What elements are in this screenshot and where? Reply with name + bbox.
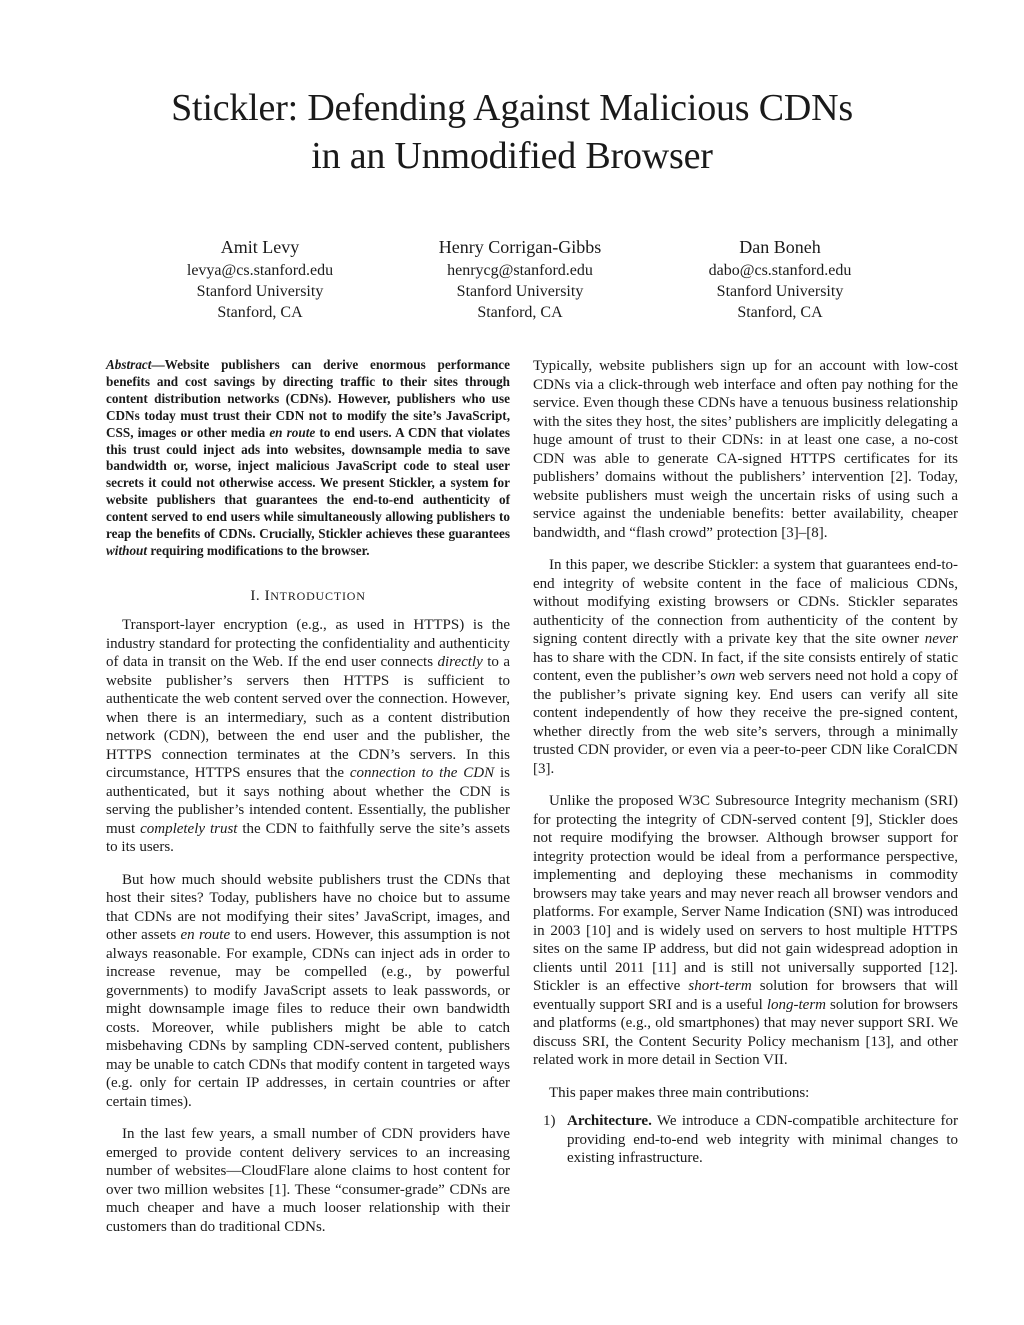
abstract-text: Website publishers can derive enormous performance benefits and cost savings by directing traffic to their sites through content distribution networks (CDNs). However, publishers who use CDNs today must trust their CDN not to modify the site’s JavaScript, CSS, images or other media (106, 357, 510, 440)
paragraph-text: has to share with the CDN. In fact, if the site consists entirely of static content, even the publisher’s (533, 649, 958, 684)
paragraph: In the last few years, a small number of CDN providers have emerged to provide content delivery services to an increasing number of websites—CloudFlare alone claims to host content for over two million websites [1]. These “consumer-grade” CDNs are much cheaper and have a much looser relationship with their customers than do traditional CDNs. (106, 1126, 510, 1235)
paragraph: Typically, website publishers sign up for an account with low-cost CDNs via a click-through web interface and often pay nothing for the service. Even though these CDNs have a tenuous business relationship with the sites they host, the sites’ publishers are implicitly delegating a huge amount of trust to their CDNs: in at least one case, a no-cost CDN was able to generate CA-signed HTTPS certificates for its publishers’ domains without the publishers’ intervention [2]. Today, website publishers must weigh the uncertain risks of using such a service against the undeniable benefits: better availability, cheaper bandwidth, and “flash crowd” protection [3]–[8]. (533, 358, 958, 541)
abstract-emphasis: without (106, 542, 148, 558)
abstract-label: Abstract (106, 357, 152, 372)
emphasis: connection to the CDN (349, 765, 495, 782)
paragraph-text: solution for browsers that will eventually support SRI and is a useful (533, 978, 958, 1013)
author-affiliation: Stanford University (456, 283, 584, 300)
paper-title (60, 84, 964, 180)
paragraph: This paper makes three main contributions: (549, 1084, 810, 1101)
paragraph-text: solution for browsers and platforms (e.g., old smartphones) that may never support SRI. We discuss SRI, the Content Security Policy mechanism [13], and other related work in more detail in Section VII. (533, 996, 958, 1068)
author-card (110, 236, 410, 323)
section-number: I. (250, 587, 265, 604)
author-name: Dan Boneh (739, 237, 821, 257)
abstract-dash: — (151, 357, 165, 372)
paragraph-text: is authenticated, but it says nothing about whether the CDN is serving the publisher’s intended content. Essentially, the publisher must (106, 765, 510, 837)
author-name: Henry Corrigan-Gibbs (438, 237, 602, 257)
emphasis: directly (437, 654, 483, 671)
paragraph-text: web servers need not hold a copy of the publisher’s private signing key. End users can verify all site content independently of how they receive the pre-signed content, whether directly from the web site’s servers, through a minimally trusted CDN provider, or even via a peer-to-peer CDN like CoralCDN [3]. (533, 668, 958, 777)
author-email: levya@cs.stanford.edu (186, 262, 334, 279)
right-column (533, 357, 958, 1168)
section-heading-introduction (106, 587, 510, 606)
paragraph (106, 871, 510, 1112)
paragraph-text: Unlike the proposed W3C Subresource Integrity mechanism (SRI) for protecting the integrity of CDN-served content [9], Stickler does not require modifying the browser. Although browser support for integrity protection would be ideal from a performance perspective, implementing and deploying these mechanisms in commodity browsers may take years and may never reach all browser vendors and platforms. For example, Server Name Indication (SNI) was introduced in 2003 [10] and is widely used on servers to host multiple HTTPS sites on the same IP address, but did not gain widespread adoption in clients until 2011 [11] and is still not universally supported [12]. Stickler is an effective (533, 793, 958, 994)
paragraph-text: to a website publisher’s servers then HTTPS is sufficient to authenticate the web content served over the connection. However, when there is an intermediary, such as a content distribution network (CDN), between the end user and the publisher, the HTTPS connection terminates at the CDN’s servers. In this circumstance, HTTPS ensures that the (106, 654, 511, 782)
paragraph (106, 616, 510, 857)
emphasis: en route (180, 927, 231, 944)
contribution-item (533, 1112, 958, 1168)
contribution-title: Architecture. (567, 1113, 652, 1129)
emphasis: never (924, 631, 958, 647)
section-title-initial: I (264, 587, 271, 604)
author-email: henrycg@stanford.edu (447, 262, 593, 279)
abstract-emphasis: en route (269, 424, 316, 440)
section-title-rest: NTRODUCTION (270, 588, 366, 603)
left-column (106, 357, 510, 1250)
author-location: Stanford, CA (217, 304, 303, 321)
contribution-number: 1) (543, 1113, 556, 1129)
author-name: Amit Levy (220, 237, 300, 257)
title-line-2: in an Unmodified Browser (311, 135, 713, 177)
emphasis: short-term (688, 978, 752, 994)
author-card (630, 236, 930, 323)
abstract (106, 357, 510, 560)
author-affiliation: Stanford University (196, 283, 324, 300)
paragraph (533, 556, 958, 778)
author-location: Stanford, CA (737, 304, 823, 321)
paragraph-text: But how much should website publishers trust the CDNs that host their sites? Today, publishers have no choice but to assume that CDNs are not modifying their sites’ JavaScript, images, and other assets (106, 871, 510, 944)
paragraph-text: In this paper, we describe Stickler: a system that guarantees end-to-end integrity of website content in the face of malicious CDNs, without modifying existing browsers or CDNs. Stickler separates authenticity of the connection from authenticity of the content by signing content directly with a private key that the site owner (533, 557, 958, 647)
contribution-body: We introduce a CDN-compatible architecture for providing end-to-end web integrity with minimal changes to existing infrastructure. (567, 1113, 958, 1166)
author-location: Stanford, CA (477, 304, 563, 321)
abstract-text: requiring modifications to the browser. (147, 542, 370, 558)
paragraph (533, 792, 958, 1070)
emphasis: own (710, 668, 736, 684)
abstract-text: to end users. A CDN that violates this trust could inject ads into websites, downsample media to save bandwidth or, worse, inject malicious JavaScript code to steal user secrets it could not otherwise access. We present Stickler, a system for website publishers that guarantees the end-to-end authenticity of content served to end users while simultaneously allowing publishers to reap the benefits of CDNs. Crucially, Stickler achieves these guarantees (106, 424, 510, 542)
emphasis: long-term (766, 996, 826, 1013)
author-card (370, 236, 670, 323)
paragraph-text: to end users. However, this assumption is not always reasonable. For example, CDNs can inject ads in order to increase revenue, may be compelled (e.g., by powerful governments) to modify JavaScript assets to leak passwords, or might downsample image files to reduce their own bandwidth costs. Moreover, while publishers might be able to catch misbehaving CDNs by sampling CDN-served content, publishers may be unable to catch CDNs that modify content in targeted ways (e.g. only for certain IP addresses, in certain countries or after certain times). (106, 927, 510, 1110)
emphasis: completely trust (140, 820, 238, 837)
author-affiliation: Stanford University (716, 283, 844, 300)
title-line-1: Stickler: Defending Against Malicious CDNs (171, 87, 853, 129)
paragraph-text: Transport-layer encryption (e.g., as used in HTTPS) is the industry standard for protecting the confidentiality and authenticity of data in transit on the Web. If the end user connects (106, 617, 510, 671)
author-email: dabo@cs.stanford.edu (708, 262, 852, 279)
contribution-text (567, 1112, 958, 1168)
paragraph-text: the CDN to faithfully serve the site’s assets to its users. (106, 820, 510, 856)
